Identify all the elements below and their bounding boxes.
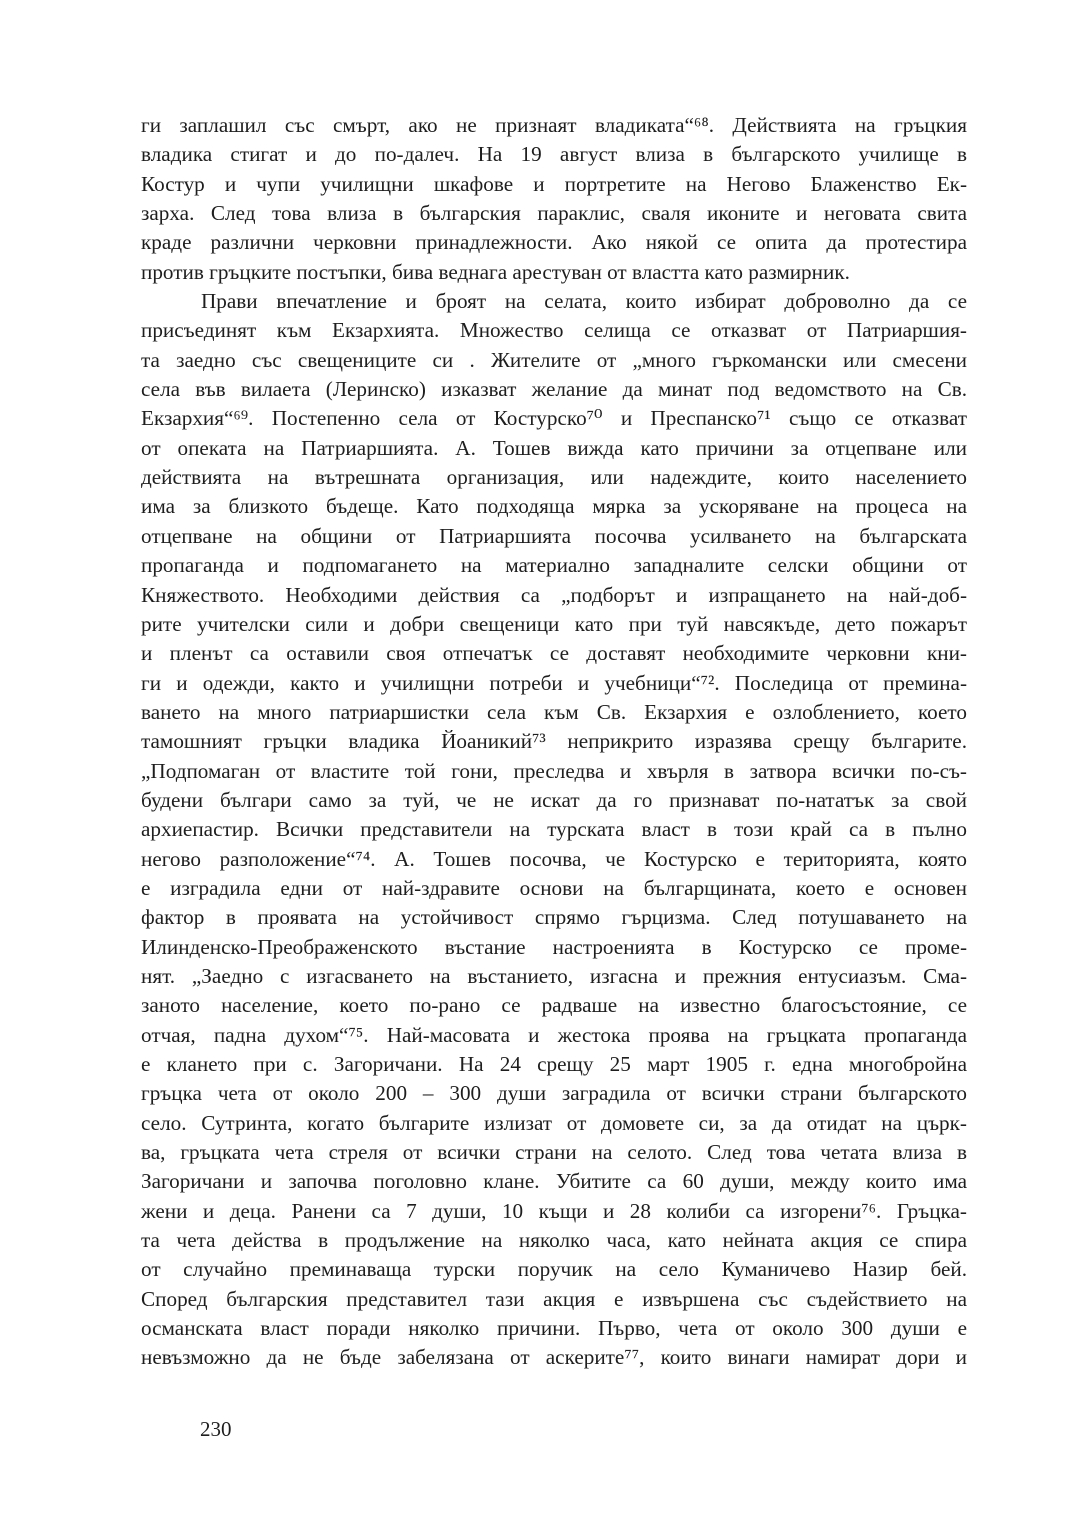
text-line: владика стигат и до по-далеч. На 19 август влиза в българското училище в bbox=[141, 142, 967, 167]
text-line: краде различни черковни принадлежности. Ако някой се опита да протестира bbox=[141, 230, 967, 255]
text-line: има за близкото бъдеще. Като подходяща мярка за ускоряване на процеса на bbox=[141, 494, 967, 519]
text-line: села във вилаета (Леринско) изказват желание да минат под ведомството на Св. bbox=[141, 377, 967, 402]
text-line: действията на вътрешната организация, или надеждите, които населението bbox=[141, 465, 967, 490]
text-line: отчая, падна духом“⁷⁵. Най-масовата и жестока проява на гръцката пропаганда bbox=[141, 1022, 967, 1047]
text-line: пропаганда и подпомагането на материално западналите селски общини от bbox=[141, 553, 967, 578]
text-line: от случайно преминаваща турски поручик на село Куманичево Назир бей. bbox=[141, 1257, 967, 1282]
text-line: та заедно със свещениците си . Жителите от „много гъркомански или смесени bbox=[141, 347, 967, 372]
text-line: против гръцките постъпки, бива веднага арестуван от властта като размирник. bbox=[141, 259, 850, 284]
text-line: е изградила едни от най-здравите основи на българщината, което е основен bbox=[141, 875, 967, 900]
body-text bbox=[141, 111, 967, 1373]
text-line: архиепастир. Всички представители на турската власт в този край са в пълно bbox=[141, 817, 967, 842]
text-line: Костур и чупи училищни шкафове и портретите на Негово Блаженство Ек- bbox=[141, 171, 967, 196]
text-line: будени българи само за туй, че не искат да го признават по-нататък за свой bbox=[141, 787, 967, 812]
text-line: ването на много патриаршистки села към Св. Екзархия е озлоблението, което bbox=[141, 699, 967, 724]
text-line: жени и деца. Ранени са 7 души, 10 къщи и 28 колиби са изгорени⁷⁶. Гръцка- bbox=[141, 1198, 967, 1223]
text-line: фактор в проявата на устойчивост спрямо гърцизма. След потушаването на bbox=[141, 905, 967, 930]
text-line: Загоричани и започва поголовно клане. Убитите са 60 души, между които има bbox=[141, 1169, 967, 1194]
text-line: гръцка чета от около 200 – 300 души заградила от всички страни българското bbox=[141, 1081, 967, 1106]
text-line: село. Сутринта, когато българите излизат от домовете си, за да отидат на църк- bbox=[141, 1110, 967, 1135]
text-line: от опеката на Патриаршията. А. Тошев вижда като причини за отцепване или bbox=[141, 435, 967, 460]
text-line: ги и одежди, както и училищни потреби и учебници“⁷². Последица от премина- bbox=[141, 670, 967, 695]
text-line: Илинденско-Преображенското въстание настроенията в Костурско се проме- bbox=[141, 934, 967, 959]
page-number: 230 bbox=[200, 1417, 232, 1441]
text-line: рите учителски сили и добри свещеници като при туй навсякъде, дето пожарът bbox=[141, 611, 967, 636]
text-line: е клането при с. Загоричани. На 24 срещу 25 март 1905 г. една многобройна bbox=[141, 1052, 967, 1076]
text-line: Екзархия“⁶⁹. Постепенно села от Костурско⁷⁰ и Преспанско⁷¹ също се отказват bbox=[141, 406, 967, 431]
text-line: нят. „Заедно с изгасването на въстанието, изгасна и прежния ентусиазъм. Сма- bbox=[141, 963, 967, 988]
text-line: Княжеството. Необходими действия са „подборът и изпращането на най-доб- bbox=[141, 582, 967, 607]
text-line: ги заплашил със смърт, ако не признаят владиката“⁶⁸. Действията на гръцкия bbox=[141, 113, 967, 137]
text-line: „Подпомаган от властите той гони, преследва и хвърля в затвора всички по-съ- bbox=[141, 758, 967, 783]
text-line: отцепване на общини от Патриаршията посочва усилването на българската bbox=[141, 523, 967, 548]
text-line: Прави впечатление и броят на селата, които избират доброволно да се bbox=[201, 289, 967, 314]
text-line: та чета действа в продължение на няколко часа, като нейната акция се спира bbox=[141, 1228, 967, 1253]
text-line: заното население, което по-рано се радваше на известно благосъстояние, се bbox=[141, 993, 967, 1018]
text-line: Според българския представител тази акция е извършена със съдействието на bbox=[141, 1286, 967, 1311]
text-line: и пленът са оставили своя отпечатък се доставят необходимите черковни кни- bbox=[141, 641, 967, 666]
text-line: невъзможно да не бъде забелязана от аскерите⁷⁷, които винаги намират дори и bbox=[141, 1345, 967, 1370]
text-line: негово разположение“⁷⁴. А. Тошев посочва, че Костурско е територията, която bbox=[141, 846, 967, 871]
text-line: зарха. След това влиза в българския параклис, сваля иконите и неговата свита bbox=[141, 201, 967, 226]
text-line: присъединят към Екзархията. Множество селища се отказват от Патриаршия- bbox=[141, 318, 967, 343]
text-line: тамошният гръцки владика Йоаникий⁷³ неприкрито изразява срещу българите. bbox=[141, 729, 967, 754]
text-line: ва, гръцката чета стреля от всички страни на селото. След това четата влиза в bbox=[141, 1140, 967, 1165]
text-line: османската власт поради няколко причини. Първо, чета от около 300 души е bbox=[141, 1316, 967, 1341]
